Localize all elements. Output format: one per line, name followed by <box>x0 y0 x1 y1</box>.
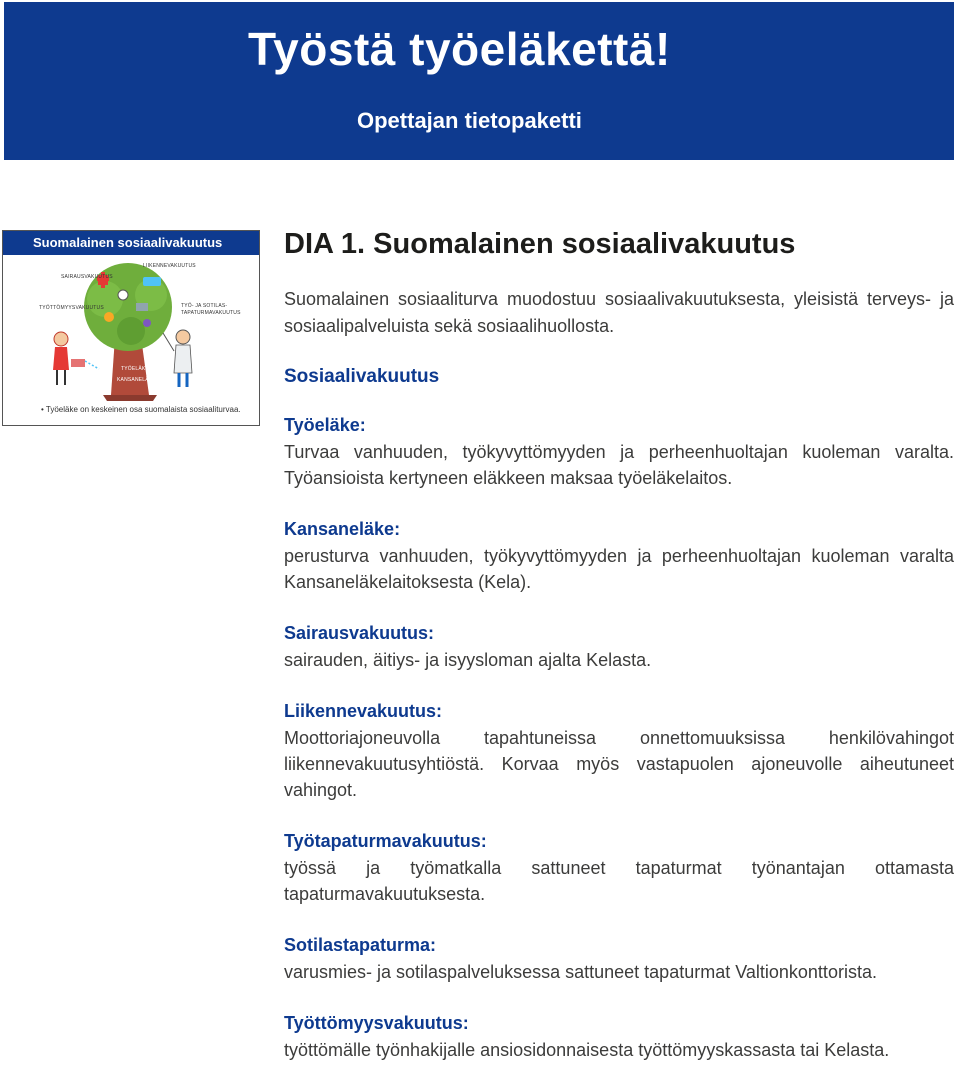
page-subtitle: Opettajan tietopaketti <box>357 108 582 133</box>
insurance-item-tyoelake <box>284 412 954 491</box>
header-banner <box>4 2 954 160</box>
insurance-term: Kansaneläke: <box>284 519 401 539</box>
insurance-item-sairausvakuutus <box>284 620 954 673</box>
slide-thumbnail <box>2 230 260 426</box>
main-content <box>284 226 954 1063</box>
insurance-term: Sairausvakuutus: <box>284 623 435 643</box>
slide-thumbnail-caption: • Työeläke on keskeinen osa suomalaista sosiaaliturvaa. <box>41 405 241 414</box>
insurance-term: Työtapaturmavakuutus: <box>284 831 487 851</box>
page-title: Työstä työeläkettä! <box>248 23 671 75</box>
insurance-description: varusmies- ja sotilaspalveluksessa sattuneet tapaturmat Valtionkonttorista. <box>284 962 877 982</box>
thumbnail-label-tyoelake: TYÖELÄKE <box>121 366 149 372</box>
thumbnail-label-sairausvakuutus: SAIRAUSVAKUUTUS <box>61 274 113 280</box>
insurance-item-tyottomyysvakuutus <box>284 1010 954 1063</box>
slide-thumbnail-title: Suomalainen sosiaalivakuutus <box>33 235 223 250</box>
thumbnail-label-tyotapaturma: TYÖ- JA SOTILAS- <box>181 303 228 309</box>
slide-thumbnail-header <box>3 231 259 255</box>
insurance-item-sotilastapaturma <box>284 932 954 985</box>
insurance-description: sairauden, äitiys- ja isyysloman ajalta Kelasta. <box>284 650 652 670</box>
thumbnail-label-tyotapaturma-2: TAPATURMAVAKUUTUS <box>181 310 241 316</box>
insurance-item-kansanelake <box>284 516 954 595</box>
insurance-item-liikennevakuutus <box>284 698 954 803</box>
insurance-description: työttömälle työnhakijalle ansiosidonnaisesta työttömyyskassasta tai Kelasta. <box>284 1040 890 1060</box>
insurance-term: Työeläke: <box>284 415 366 435</box>
intro-paragraph: Suomalainen sosiaaliturva muodostuu sosiaalivakuutuksesta, yleisistä terveys- ja sosiaalipalveluista sekä sosiaalihuollosta. <box>284 289 954 336</box>
thumbnail-label-liikennevakuutus: LIIKENNEVAKUUTUS <box>143 263 196 269</box>
insurance-description: Moottoriajoneuvolla tapahtuneissa onnettomuuksissa henkilövahingot liikennevakuutusyhtiöstä. Korvaa myös vastapuolen ajoneuvolle aiheutuneet vahingot. <box>284 728 954 800</box>
slide-title: DIA 1. Suomalainen sosiaalivakuutus <box>284 228 796 260</box>
thumbnail-label-tyottomyysvakuutus: TYÖTTÖMYYSVAKUUTUS <box>39 305 104 311</box>
insurance-term: Sotilastapaturma: <box>284 935 437 955</box>
section-heading: Sosiaalivakuutus <box>284 366 440 387</box>
insurance-description: perusturva vanhuuden, työkyvyttömyyden ja perheenhuoltajan kuoleman varalta Kansaneläkelaitoksesta (Kela). <box>284 546 954 592</box>
insurance-term: Liikennevakuutus: <box>284 701 443 721</box>
insurance-description: työssä ja työmatkalla sattuneet tapaturmat työnantajan ottamasta tapaturmavakuutuksesta. <box>284 858 954 904</box>
insurance-term: Työttömyysvakuutus: <box>284 1013 469 1033</box>
insurance-description: Turvaa vanhuuden, työkyvyttömyyden ja perheenhuoltajan kuoleman varalta. Työansioista kertyneen eläkkeen maksaa työeläkelaitos. <box>284 442 954 488</box>
thumbnail-label-kansanelake: KANSANELÄKE <box>117 377 156 383</box>
insurance-item-tyotapaturmavakuutus <box>284 828 954 907</box>
